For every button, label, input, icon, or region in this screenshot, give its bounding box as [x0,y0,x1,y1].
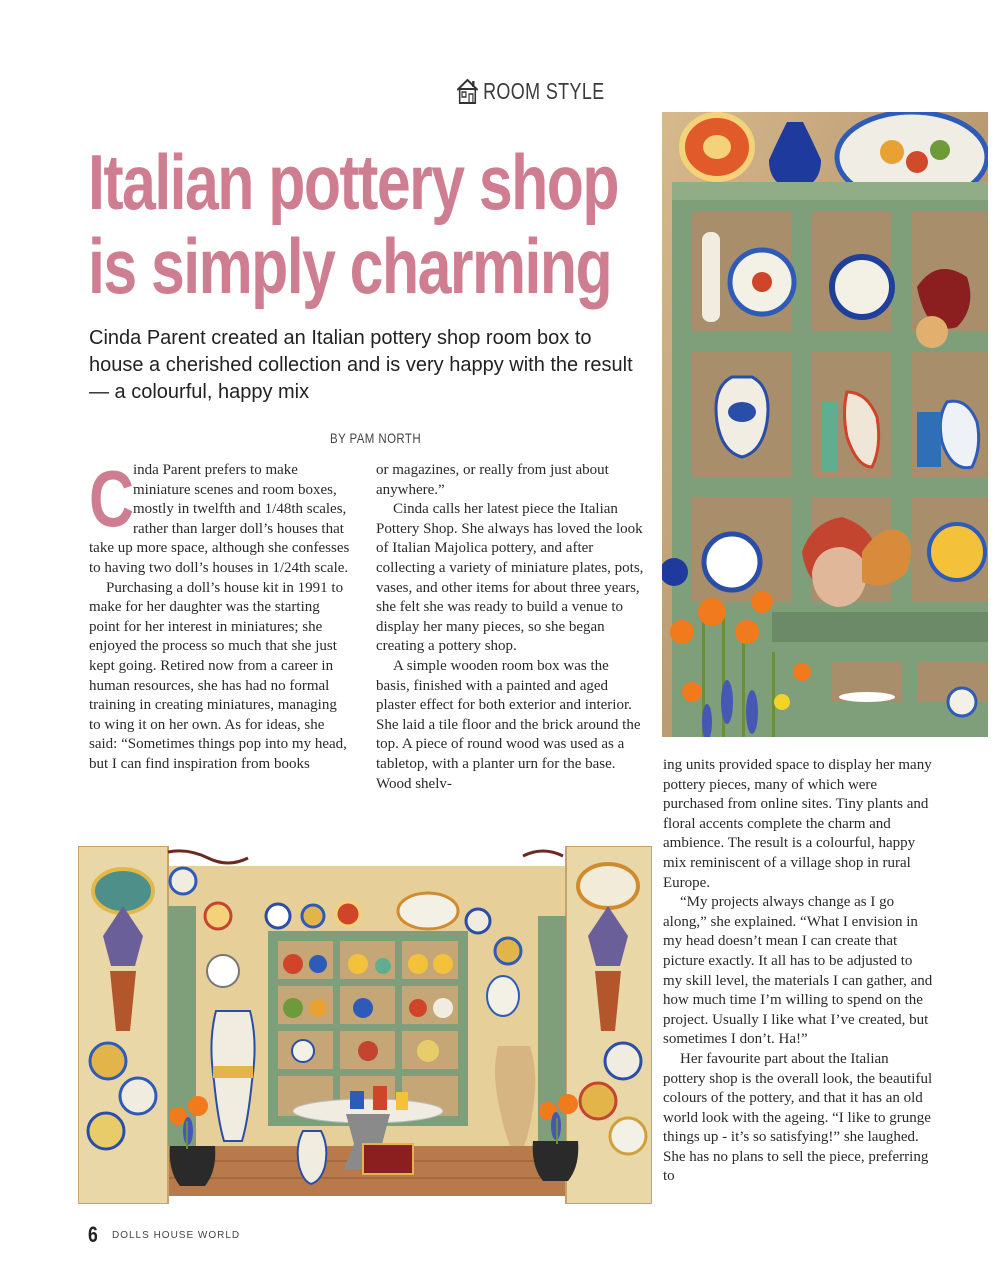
byline: BY PAM NORTH [330,430,422,446]
house-icon [455,77,480,105]
photo-room-box [78,846,652,1204]
headline-line-1: Italian pottery shop [88,138,618,226]
paragraph: Cinda calls her latest piece the Italian Pottery Shop. She always has loved the look of Italian Majolica pottery, and after collecting a variety of miniature plates, pots, vases, and other items for about three years, she felt she was ready to build a venue to display her many pieces, so she began creating a pottery shop. [376,501,644,655]
article-column-1 [89,454,351,775]
room-box-illustration [78,846,652,1204]
page-number: 6 [88,1222,98,1247]
paragraph: A simple wooden room box was the basis, finished with a painted and aged plaster effect for both exterior and interior. She laid a tile floor and the brick around the top. A piece of round wood was used as a tabletop, with a planter urn for the base. Wood shelv- [376,657,641,792]
publication-name: DOLLS HOUSE WORLD [112,1230,241,1241]
dropcap: C [89,454,135,543]
headline [88,138,618,310]
section-label-text: ROOM STYLE [483,77,605,104]
deck: Cinda Parent created an Italian pottery shop room box to house a cherished collection and is very happy with the result — a colourful, happy mix [89,327,633,403]
paragraph: or magazines, or really from just about anywhere.” [376,462,609,498]
headline-line-2: is simply charming [88,222,612,310]
paragraph: ing units provided space to display her many pottery pieces, many of which were purchased from online sites. Tiny plants and floral accents complete the charm and ambience. The result is a colourful, happy mix reminiscent of a village shop in rural Europe. [663,757,932,891]
paragraph: Purchasing a doll’s house kit in 1991 to make for her daughter was the starting point for her interest in miniatures; she enjoyed the process so much that she just kept going. Retired now from a career in human resources, she has had no formal training in creating miniatures, managing to wing it on her own. As for ideas, she said: “Sometimes things pop into my head, but I can find inspiration from books [89,579,347,772]
article-column-3 [663,756,933,1187]
paragraph [89,454,351,579]
article-column-2 [376,461,644,794]
paragraph: Her favourite part about the Italian pottery shop is the overall look, the beautiful colours of the pottery, and that it has an old world look with the ageing. “I like to grunge things up - it’s so satisfying!” she laughed. She has no plans to sell the piece, preferring to [663,1050,933,1185]
section-label [455,76,605,106]
pottery-shelves-illustration [662,112,988,737]
paragraph: “My projects always change as I go along,” she explained. “What I envision in my head doesn’t mean I can create that picture exactly. It all has to be adjusted to my skill level, the materials I can gather, and how much time I’m willing to spend on the project. Usually I like what I’ve created, but sometimes I don’t. Ha!” [663,894,933,1048]
paragraph-text: inda Parent prefers to make miniature scenes and room boxes, mostly in twelfth and 1/48th scales, rather than larger doll’s houses that take up more space, although she confesses to having two doll’s houses in 1/24th scale. [89,462,350,576]
photo-pottery-shelves [662,112,988,737]
